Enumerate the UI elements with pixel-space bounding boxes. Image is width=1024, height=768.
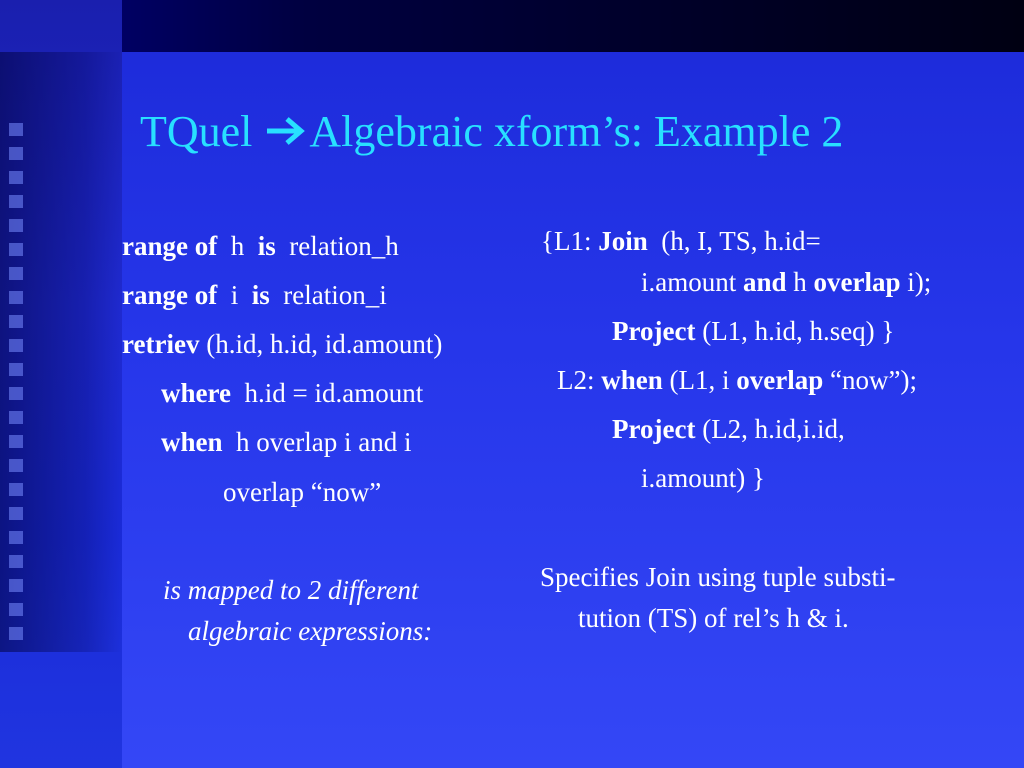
decorative-square <box>9 123 23 136</box>
decorative-square <box>9 603 23 616</box>
text: overlap “now” <box>223 477 382 507</box>
keyword: range of <box>122 280 218 310</box>
decorative-square <box>9 291 23 304</box>
decorative-square <box>9 243 23 256</box>
keyword: when <box>601 365 663 395</box>
decorative-square <box>9 459 23 472</box>
text: h <box>230 231 245 261</box>
keyword: is <box>257 231 276 261</box>
slide-title <box>140 106 843 164</box>
decorative-square <box>9 387 23 400</box>
decorative-square <box>9 531 23 544</box>
text: i.amount) } <box>641 463 765 493</box>
mapped-line-2: algebraic expressions: <box>188 616 433 646</box>
text: “now”); <box>830 365 917 395</box>
keyword: Join <box>598 226 648 256</box>
decorative-square <box>9 147 23 160</box>
decorative-square <box>9 171 23 184</box>
title-part1: TQuel <box>140 107 253 156</box>
text: (h, I, TS, h.id= <box>661 226 821 256</box>
decorative-square <box>9 267 23 280</box>
decorative-square <box>9 315 23 328</box>
decorative-square <box>9 579 23 592</box>
left-line-5 <box>161 426 411 458</box>
spec-line-2: tution (TS) of rel’s h & i. <box>578 603 849 633</box>
right-line-6 <box>641 462 765 494</box>
text: (h.id, h.id, id.amount) <box>206 329 443 359</box>
keyword: when <box>161 427 223 457</box>
decorative-square <box>9 483 23 496</box>
text: i); <box>907 267 932 297</box>
right-line-3 <box>612 315 894 347</box>
decorative-square <box>9 219 23 232</box>
text: {L1: <box>541 226 592 256</box>
keyword: Project <box>612 316 696 346</box>
text: (L2, h.id,i.id, <box>702 414 845 444</box>
decorative-square <box>9 507 23 520</box>
text: (L1, i <box>669 365 730 395</box>
right-line-4 <box>557 364 917 396</box>
decorative-square <box>9 339 23 352</box>
text: h <box>793 267 807 297</box>
title-part2: Algebraic xform’s: Example 2 <box>309 107 844 156</box>
text: h overlap i and i <box>236 427 412 457</box>
mapped-line-1: is mapped to 2 different <box>163 575 419 605</box>
spec-line-1: Specifies Join using tuple substi- <box>540 562 896 592</box>
keyword: retriev <box>122 329 200 359</box>
decorative-square <box>9 411 23 424</box>
left-line-3 <box>122 328 442 360</box>
decorative-square <box>9 627 23 640</box>
right-line-5 <box>612 413 845 445</box>
keyword: is <box>251 280 270 310</box>
right-line-1 <box>541 225 821 257</box>
keyword: overlap <box>736 365 824 395</box>
text: relation_h <box>289 231 399 261</box>
left-line-6 <box>223 476 381 508</box>
keyword: range of <box>122 231 218 261</box>
keyword: where <box>161 378 231 408</box>
left-line-2 <box>122 279 387 311</box>
keyword: overlap <box>813 267 901 297</box>
decorative-square <box>9 195 23 208</box>
right-arrow-icon <box>265 107 305 158</box>
left-line-1 <box>122 230 399 262</box>
keyword: and <box>743 267 787 297</box>
left-line-4 <box>161 377 423 409</box>
right-line-2 <box>641 266 931 298</box>
decorative-square <box>9 435 23 448</box>
text: h.id = id.amount <box>244 378 424 408</box>
text: i <box>230 280 239 310</box>
decorative-square <box>9 363 23 376</box>
text: (L1, h.id, h.seq) } <box>702 316 895 346</box>
text: L2: <box>557 365 595 395</box>
text: relation_i <box>283 280 387 310</box>
top-band <box>0 0 1024 52</box>
decorative-square <box>9 555 23 568</box>
keyword: Project <box>612 414 696 444</box>
text: i.amount <box>641 267 737 297</box>
